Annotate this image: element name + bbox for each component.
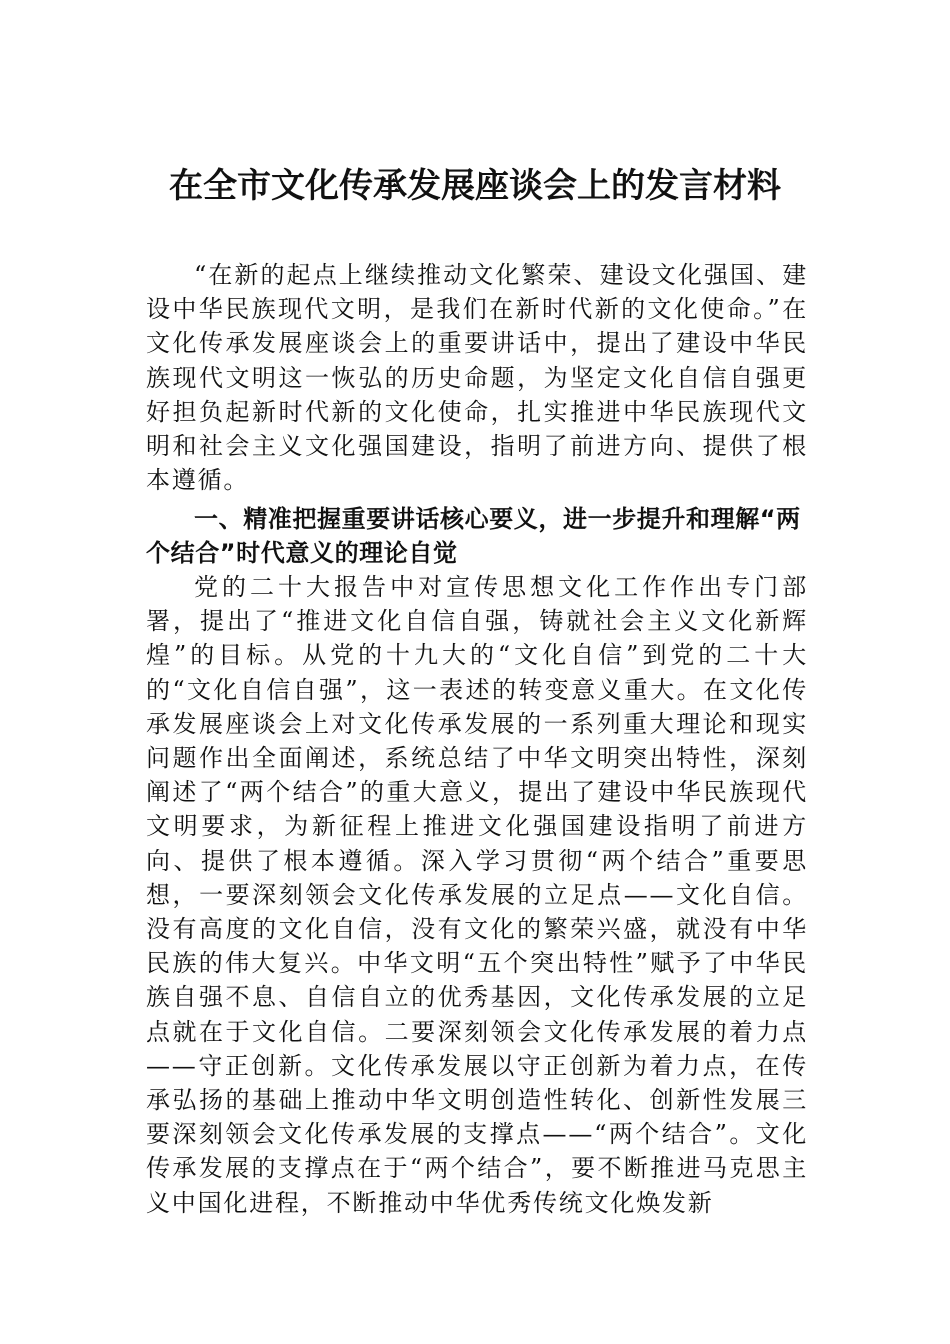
document-title: 在全市文化传承发展座谈会上的发言材料: [169, 166, 781, 206]
intro-paragraph: “在新的起点上继续推动文化繁荣、建设文化强国、建设中华民族现代文明，是我们在新时代新的文化使命。”在文化传承发展座谈会上的重要讲话中，提出了建设中华民族现代文明这一恢弘的历史命题，为坚定文化自信自强更好担负起新时代新的文化使命，扎实推进中华民族现代文明和社会主义文化强国建设，指明了前进方向、提供了根本遵循。: [146, 261, 808, 495]
body-paragraph: 党的二十大报告中对宣传思想文化工作作出专门部署，提出了“推进文化自信自强，铸就社会主义文化新辉煌”的目标。从党的十九大的“文化自信”到党的二十大的“文化自信自强”，这一表述的转变意义重大。在文化传承发展座谈会上对文化传承发展的一系列重大理论和现实问题作出全面阐述，系统总结了中华文明突出特性，深刻阐述了“两个结合”的重大意义，提出了建设中华民族现代文明要求，为新征程上推进文化强国建设指明了前进方向、提供了根本遵循。深入学习贯彻“两个结合”重要思想，一要深刻领会文化传承发展的立足点——文化自信。没有高度的文化自信，没有文化的繁荣兴盛，就没有中华民族的伟大复兴。中华文明“五个突出特性”赋予了中华民族自强不息、自信自立的优秀基因，文化传承发展的立足点就在于文化自信。二要深刻领会文化传承发展的着力点——守正创新。文化传承发展以守正创新为着力点，在传承弘扬的基础上推动中华文明创造性转化、创新性发展三要深刻领会文化传承发展的支撑点——“两个结合”。文化传承发展的支撑点在于“两个结合”，要不断推进马克思主义中国化进程，不断推动中华优秀传统文化焕发新: [146, 573, 808, 1217]
section-heading: 一、精准把握重要讲话核心要义，进一步提升和理解“两个结合”时代意义的理论自觉: [146, 505, 801, 568]
